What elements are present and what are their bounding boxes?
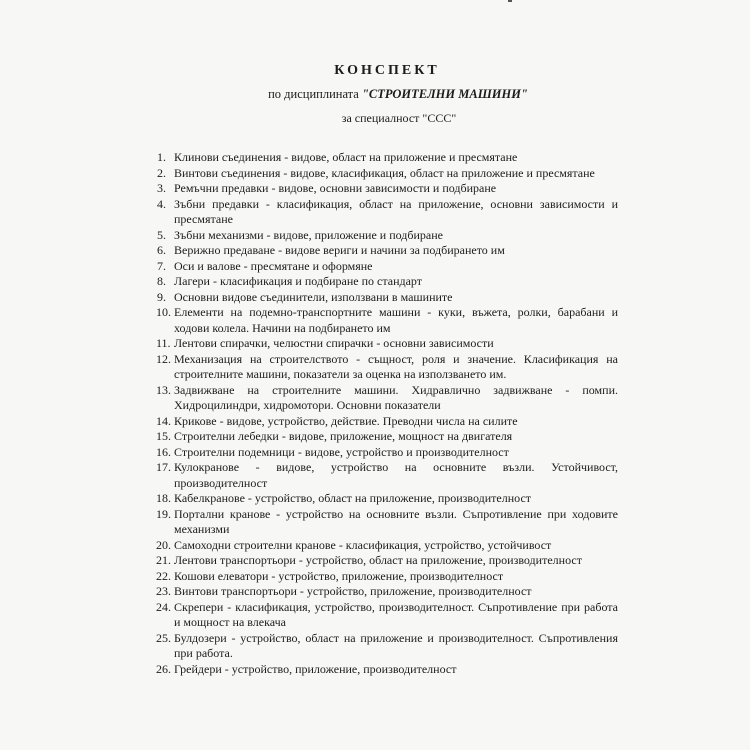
list-item [0,290,618,306]
list-item [0,305,618,336]
item-number: 21. [156,553,171,567]
list-item [0,243,618,259]
item-number: 10. [156,305,171,319]
list-item [0,274,618,290]
list-item [0,662,618,678]
item-text: Механизация на строителството - същност, роля и значение. Класификация на строителните машини, показатели за оценка на използването им. [174,351,618,381]
item-text: Строителни лебедки - видове, приложение, мощност на двигателя [174,429,513,443]
list-item [0,197,618,228]
item-number: 4. [157,196,166,211]
scan-speck [508,0,512,2]
item-number: 25. [156,630,171,645]
list-item [0,259,618,275]
item-number: 20. [156,537,171,552]
list-item [0,429,618,445]
item-number: 23. [156,584,171,598]
item-number: 26. [156,661,171,676]
item-number: 24. [156,599,171,614]
item-text: Самоходни строителни кранове - класификация, устройство, устойчивост [174,537,552,552]
list-item [0,383,618,414]
item-number: 8. [157,274,166,288]
item-text: Грейдери - устройство, приложение, производителност [174,661,457,676]
list-item [0,150,618,166]
item-text: Верижно предаване - видове вериги и начини за подбирането им [174,243,505,257]
item-number: 18. [156,491,171,505]
item-text: Основни видове съединители, използвани в машините [174,289,453,304]
discipline-name: "СТРОИТЕЛНИ МАШИНИ" [361,87,528,101]
subtitle-prefix: по дисциплината [268,87,359,101]
item-number: 22. [156,568,171,583]
item-text: Зъбни предавки - класификация, област на приложение, основни зависимости и пресмятане [174,196,618,226]
document-subtitle [0,86,750,102]
item-text: Задвижване на строителните машини. Хидравлично задвижване - помпи. Хидроцилиндри, хидромотори. Основни показатели [174,382,618,412]
list-item [0,538,618,554]
item-number: 19. [156,506,171,521]
item-text: Лентови спирачки, челюстни спирачки - основни зависимости [174,336,494,350]
list-item [0,352,618,383]
item-number: 14. [156,413,171,428]
list-item [0,445,618,461]
item-text: Лентови транспортьори - устройство, област на приложение, производителност [174,553,582,567]
item-number: 15. [156,429,171,443]
list-item [0,491,618,507]
item-text: Булдозери - устройство, област на приложение и производителност. Съпротивления при работа. [174,630,618,660]
item-text: Винтови транспортьори - устройство, приложение, производителност [174,584,532,598]
item-number: 6. [157,243,166,257]
item-text: Кошови елеватори - устройство, приложение, производителност [174,568,504,583]
item-text: Оси и валове - пресмятане и оформяне [174,258,373,273]
item-number: 16. [156,444,171,459]
list-item [0,228,618,244]
item-text: Скрепери - класификация, устройство, производителност. Съпротивление при работа и мощност на влекача [174,599,618,629]
list-item [0,166,618,182]
item-text: Кулокранове - видове, устройство на основните възли. Устойчивост, производителност [174,460,618,490]
item-text: Кабелкранове - устройство, област на приложение, производителност [174,491,532,505]
list-item [0,414,618,430]
list-item [0,600,618,631]
item-number: 1. [157,150,166,164]
item-number: 7. [157,258,166,273]
list-item [0,460,618,491]
item-number: 13. [156,382,171,397]
item-text: Портални кранове - устройство на основните възли. Съпротивление при ходовите механизми [174,506,618,536]
topic-list [0,150,750,677]
list-item [0,336,618,352]
item-number: 2. [157,165,166,180]
item-text: Крикове - видове, устройство, действие. Преводни числа на силите [174,413,518,428]
document-title: КОНСПЕКТ [334,63,440,78]
item-text: Строителни подемници - видове, устройство и производителност [174,444,509,459]
item-number: 3. [157,181,166,195]
item-number: 9. [157,289,166,304]
item-text: Клинови съединения - видове, област на приложение и пресмятане [174,150,518,164]
item-text: Елементи на подемно-транспортните машини - куки, въжета, ролки, барабани и ходови колела. Начини на подбирането им [174,305,618,335]
item-number: 5. [157,227,166,242]
list-item [0,631,618,662]
item-text: Зъбни механизми - видове, приложение и подбиране [174,227,444,242]
item-text: Винтови съединения - видове, класификация, област на приложение и пресмятане [174,165,595,180]
list-item [0,181,618,197]
list-item [0,553,618,569]
item-number: 17. [156,460,171,474]
list-item [0,507,618,538]
item-number: 12. [156,351,171,366]
item-text: Лагери - класификация и подбиране по стандарт [174,274,423,288]
item-number: 11. [156,336,171,350]
list-item [0,584,618,600]
item-text: Ремъчни предавки - видове, основни зависимости и подбиране [174,181,497,195]
specialty-line: за специалност "ССС" [341,111,457,125]
list-item [0,569,618,585]
